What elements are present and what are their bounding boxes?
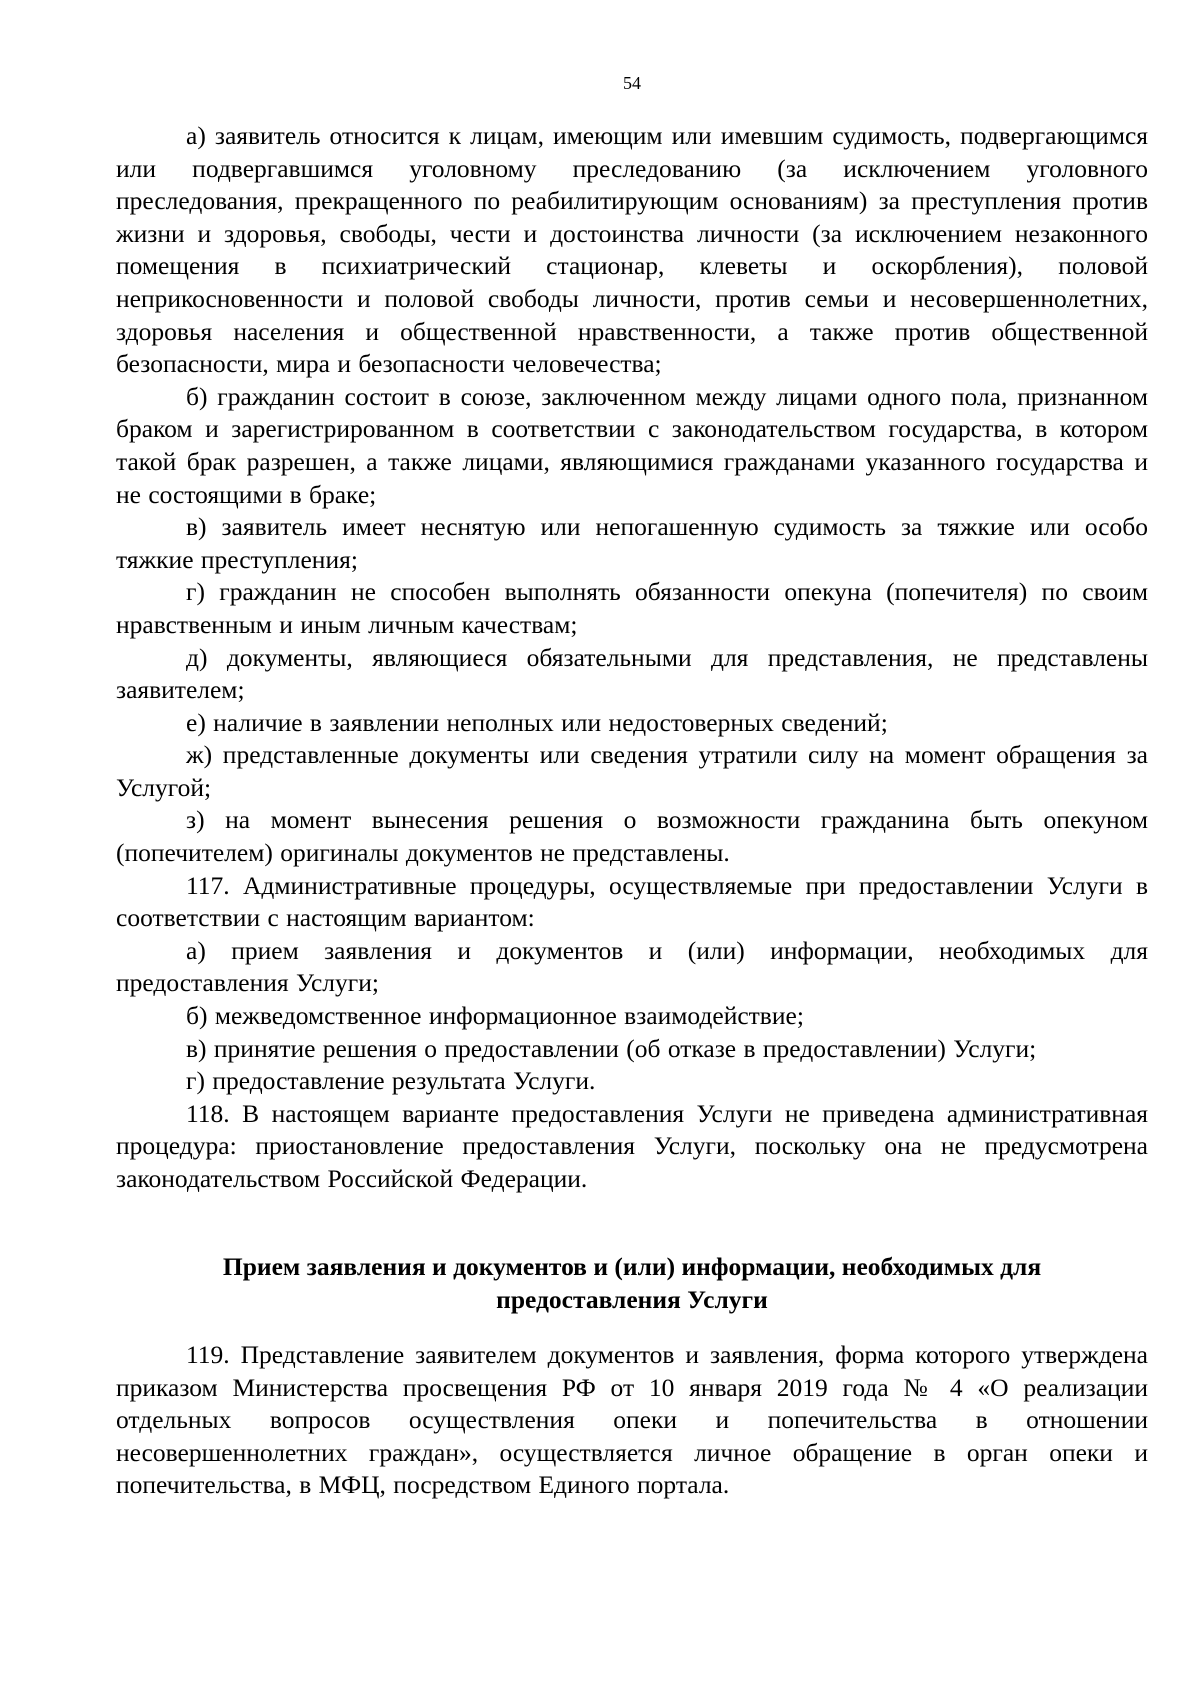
paragraph-117: 117. Административные процедуры, осуществляемые при предоставлении Услуги в соответствии с настоящим вариантом: bbox=[116, 870, 1148, 933]
section-heading-line-2: предоставления Услуги bbox=[496, 1285, 768, 1314]
paragraph-z-originals-missing: з) на момент вынесения решения о возможности гражданина быть опекуном (попечителем) оригиналы документов не представлены. bbox=[116, 805, 1148, 868]
body-text-after-heading bbox=[116, 1339, 1148, 1502]
paragraph-g-moral-qualities: г) гражданин не способен выполнять обязанности опекуна (попечителя) по своим нравственным и иным личным качествам; bbox=[116, 577, 1148, 639]
paragraph-117-a: а) прием заявления и документов и (или) информации, необходимых для предоставления Услуги; bbox=[116, 935, 1148, 998]
paragraph-a-criminal-record: а) заявитель относится к лицам, имеющим или имевшим судимость, подвергающимся или подвергавшимся уголовному преследованию (за исключением уголовного преследования, прекращенного по реабилитирующим основаниям) за преступления против жизни и здоровья, свободы, чести и достоинства личности (за исключением незаконного помещения в психиатрический стационар, клеветы и оскорбления), половой неприкосновенности и половой свободы личности, против семьи и несовершеннолетних, здоровья населения и общественной нравственности, а также против общественной безопасности, мира и безопасности человечества; bbox=[116, 121, 1148, 379]
paragraph-117-b: б) межведомственное информационное взаимодействие; bbox=[186, 1001, 804, 1031]
paragraph-b-same-sex-union: б) гражданин состоит в союзе, заключенном между лицами одного пола, признанном браком и зарегистрированном в соответствии с законодательством государства, в котором такой брак разрешен, а также лицами, являющимися гражданами указанного государства и не состоящими в браке; bbox=[116, 381, 1148, 509]
paragraph-118: 118. В настоящем варианте предоставления Услуги не приведена административная процедура: приостановление предоставления Услуги, поскольку она не предусмотрена законодательством Российской Федерации. bbox=[116, 1098, 1148, 1193]
body-text bbox=[116, 120, 1148, 1196]
paragraph-117-v: в) принятие решения о предоставлении (об отказе в предоставлении) Услуги; bbox=[186, 1033, 1037, 1063]
section-heading-line-1: Прием заявления и документов и (или) информации, необходимых для bbox=[222, 1252, 1042, 1281]
paragraph-v-unexpunged-conviction: в) заявитель имеет неснятую или непогашенную судимость за тяжкие или особо тяжкие преступления; bbox=[116, 512, 1148, 574]
page-number: 54 bbox=[623, 73, 641, 93]
section-heading bbox=[116, 1250, 1148, 1316]
paragraph-zh-documents-expired: ж) представленные документы или сведения утратили силу на момент обращения за Услугой; bbox=[116, 740, 1148, 802]
paragraph-117-g: г) предоставление результата Услуги. bbox=[186, 1066, 596, 1096]
paragraph-d-documents-missing: д) документы, являющиеся обязательными для представления, не представлены заявителем; bbox=[116, 642, 1148, 705]
paragraph-e-incomplete-info: е) наличие в заявлении неполных или недостоверных сведений; bbox=[186, 707, 888, 737]
paragraph-119: 119. Представление заявителем документов и заявления, форма которого утверждена приказом Министерства просвещения РФ от 10 января 2019 года № 4 «О реализации отдельных вопросов осуществления опеки и попечительства в отношении несовершеннолетних граждан», осуществляется личное обращение в орган опеки и попечительства, в МФЦ, посредством Единого портала. bbox=[116, 1340, 1148, 1500]
